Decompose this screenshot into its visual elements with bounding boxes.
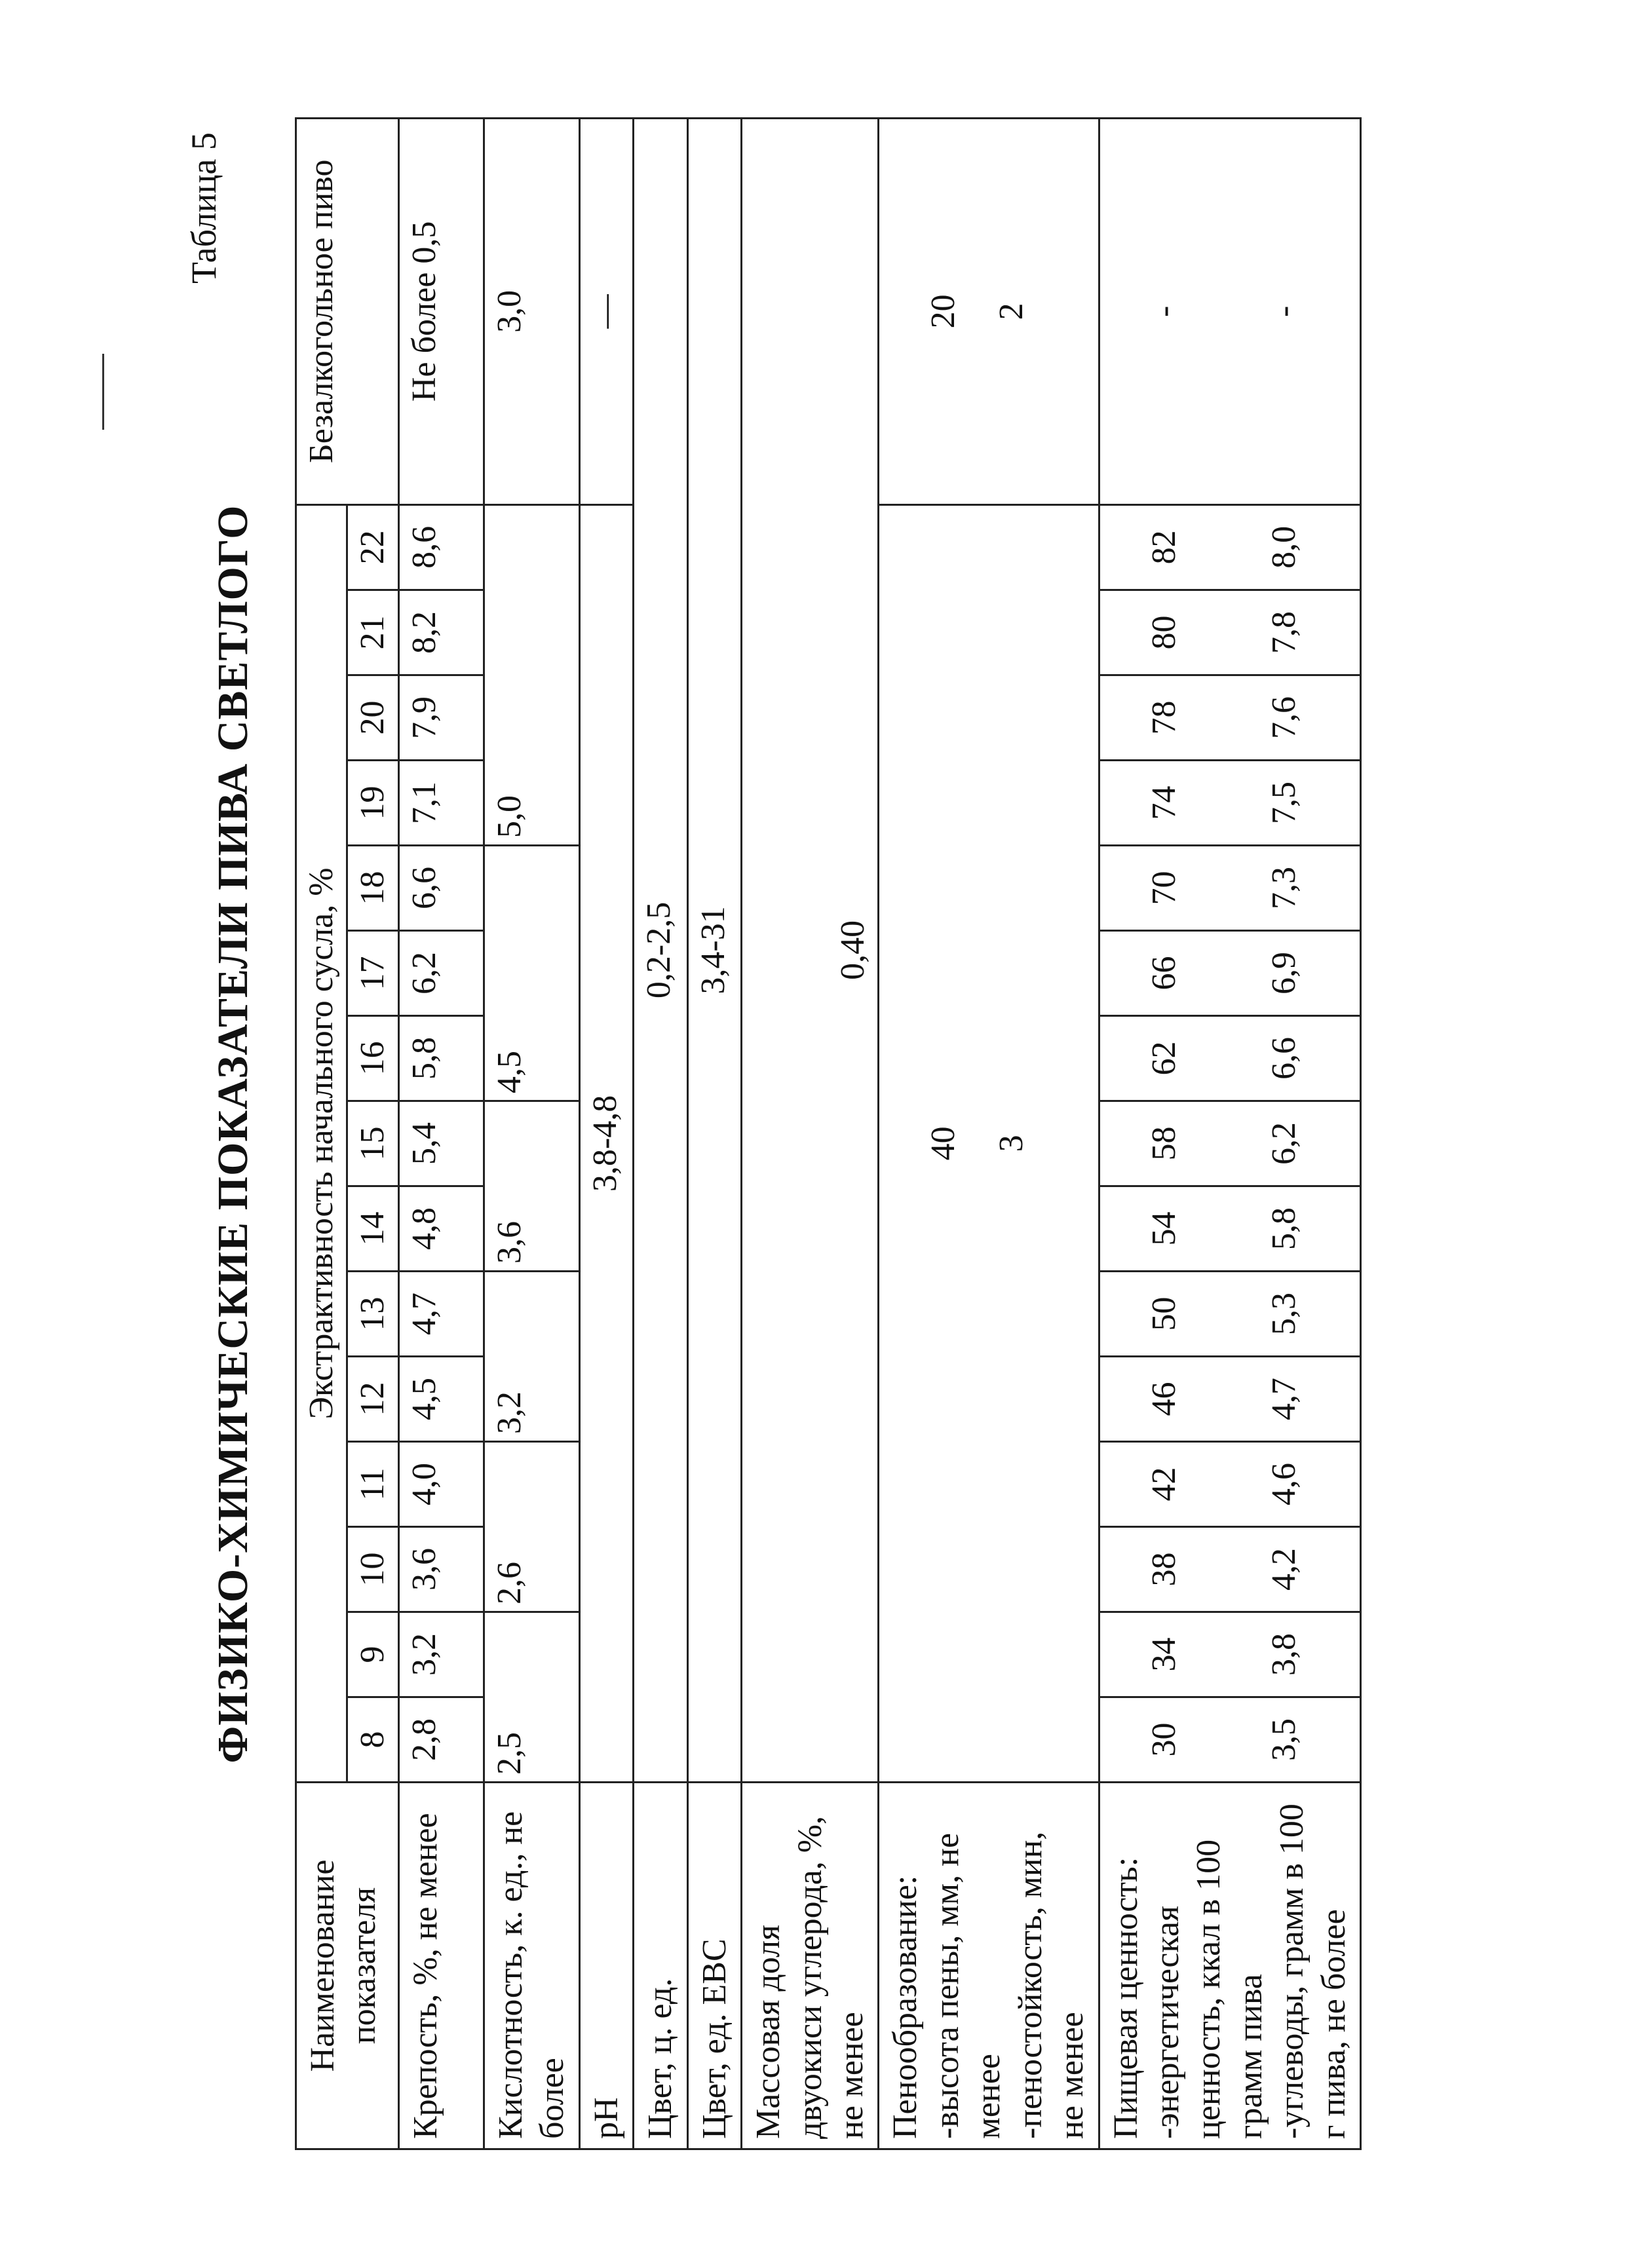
row-strength [398,118,484,2149]
nonalc-foam [879,118,1099,504]
food-value-cell [1099,1612,1361,1697]
carbs-value: 4,7 [1265,1378,1303,1420]
nonalc-energy: - [1145,305,1183,317]
energy-value: 54 [1145,1211,1183,1246]
header-extract-value: 22 [347,504,398,590]
header-nonalc-column: Безалкогольное пиво [296,118,399,504]
row-co2 [742,118,879,2149]
carbs-value: 3,8 [1265,1633,1303,1676]
energy-value: 66 [1145,956,1183,991]
header-extract-group: Экстрактивность начального сусла, % [296,504,347,1782]
strength-value: 3,6 [398,1527,484,1612]
row-food [1099,118,1361,2149]
energy-value: 50 [1145,1296,1183,1331]
row-label-food [1099,1783,1361,2149]
strength-value: 4,0 [398,1442,484,1527]
table-label: Таблица 5 [184,132,223,284]
food-value-cell [1099,675,1361,761]
row-ph [579,118,633,2149]
food-value-cell [1099,1101,1361,1186]
strength-value: 4,7 [398,1272,484,1357]
row-label-ph: pH [579,1783,633,2149]
strength-value: 5,8 [398,1016,484,1101]
row-label-acidity: Кислотность, к. ед., не более [484,1783,579,2149]
carbs-value: 3,5 [1265,1718,1303,1761]
food-value-cell [1099,1527,1361,1612]
nonalc-foam-stability: 2 [992,303,1030,320]
carbs-value: 7,5 [1265,782,1303,824]
header-extract-value: 12 [347,1357,398,1442]
carbs-value: 7,3 [1265,867,1303,909]
header-extract-value: 16 [347,1016,398,1101]
carbs-value: 6,2 [1265,1122,1303,1165]
food-label-carbs: -углеводы, грамм в 100 г пива, не более [1273,1804,1352,2139]
energy-value: 38 [1145,1552,1183,1587]
energy-value: 46 [1145,1382,1183,1416]
acidity-value: 2,6 [484,1442,579,1612]
header-extract-value: 9 [347,1612,398,1697]
nonalc-acidity: 3,0 [484,118,579,504]
header-extract-value: 10 [347,1527,398,1612]
nonalc-foam-height: 20 [925,294,963,329]
header-extract-value: 20 [347,675,398,761]
color-c-value: 0,2-2,5 [634,118,687,1782]
foam-height-value: 40 [925,1126,963,1161]
strength-value: 6,6 [398,846,484,931]
energy-value: 42 [1145,1467,1183,1502]
food-label-main: Пищевая ценность: [1107,1857,1145,2139]
header-extract-value: 15 [347,1101,398,1186]
energy-value: 74 [1145,785,1183,820]
acidity-value: 3,2 [484,1272,579,1442]
energy-value: 34 [1145,1637,1183,1672]
row-label-strength: Крепость, %, не менее [398,1783,484,2149]
row-label-color-ebc: Цвет, ед. ЕВС [687,1783,741,2149]
strength-value: 7,1 [398,761,484,846]
color-ebc-value: 3,4-31 [687,118,741,1782]
strength-value: 5,4 [398,1101,484,1186]
carbs-value: 6,6 [1265,1037,1303,1080]
ph-value: 3,8-4,8 [579,504,633,1782]
header-extract-value: 11 [347,1442,398,1527]
strength-value: 4,5 [398,1357,484,1442]
header-row-1 [296,118,347,2149]
food-value-cell [1099,1272,1361,1357]
header-extract-value: 14 [347,1186,398,1272]
foam-label-main: Пенообразование: [887,1875,925,2139]
header-extract-value: 18 [347,846,398,931]
foam-label-stability: -пеностойкость, мин, не менее [1011,1831,1091,2139]
food-value-cell [1099,846,1361,931]
acidity-value: 3,6 [484,1101,579,1272]
header-extract-value: 19 [347,761,398,846]
row-foam [879,118,1099,2149]
energy-value: 82 [1145,530,1183,565]
strength-value: 7,9 [398,675,484,761]
strength-value: 8,2 [398,590,484,675]
food-value-cell [1099,761,1361,846]
carbs-value: 6,9 [1265,952,1303,994]
carbs-value: 4,2 [1265,1548,1303,1591]
foam-stability-value: 3 [992,1135,1030,1152]
header-name-column: Наименование показателя [296,1783,399,2149]
food-value-cell [1099,1697,1361,1783]
energy-value: 62 [1145,1041,1183,1076]
energy-value: 78 [1145,700,1183,735]
carbs-value: 5,8 [1265,1207,1303,1250]
row-acidity [484,118,579,2149]
food-value-cell [1099,1442,1361,1527]
carbs-value: 7,8 [1265,611,1303,654]
carbs-value: 5,3 [1265,1293,1303,1335]
row-label-co2: Массовая доля двуокиси углерода, %, не менее [742,1783,879,2149]
foam-values [879,504,1099,1782]
strength-value: 3,2 [398,1612,484,1697]
nonalc-strength: Не более 0,5 [398,118,484,504]
row-color-c [634,118,687,2149]
carbs-value: 8,0 [1265,525,1303,569]
row-label-foam [879,1783,1099,2149]
document-title: ФИЗИКО-ХИМИЧЕСКИЕ ПОКАЗАТЕЛИ ПИВА СВЕТЛОГО [209,504,257,1764]
co2-value: 0,40 [742,118,879,1782]
top-rule [102,354,104,430]
food-value-cell [1099,931,1361,1016]
energy-value: 70 [1145,871,1183,905]
header-extract-value: 8 [347,1697,398,1783]
food-value-cell [1099,504,1361,590]
nonalc-food [1099,118,1361,504]
food-value-cell [1099,1357,1361,1442]
strength-value: 6,2 [398,931,484,1016]
acidity-value: 4,5 [484,846,579,1101]
strength-value: 2,8 [398,1697,484,1783]
header-extract-value: 21 [347,590,398,675]
energy-value: 30 [1145,1722,1183,1757]
row-color-ebc [687,118,741,2149]
nonalc-carbs: - [1265,305,1303,317]
food-value-cell [1099,1016,1361,1101]
food-value-cell [1099,590,1361,675]
strength-value: 4,8 [398,1186,484,1272]
strength-value: 8,6 [398,504,484,590]
carbs-value: 7,6 [1265,696,1303,739]
header-extract-value: 13 [347,1272,398,1357]
header-extract-value: 17 [347,931,398,1016]
acidity-value: 5,0 [484,504,579,845]
energy-value: 80 [1145,615,1183,650]
food-value-cell [1099,1186,1361,1272]
acidity-value: 2,5 [484,1612,579,1783]
physico-chemical-table [295,117,1362,2150]
foam-label-height: -высота пены, мм, не менее [928,1832,1008,2139]
nonalc-ph: — [579,118,633,504]
row-label-color-c: Цвет, ц. ед. [634,1783,687,2149]
food-label-energy: -энергетическая ценность, ккал в 100 грамм пива [1149,1839,1269,2139]
energy-value: 58 [1145,1126,1183,1161]
carbs-value: 4,6 [1265,1463,1303,1505]
